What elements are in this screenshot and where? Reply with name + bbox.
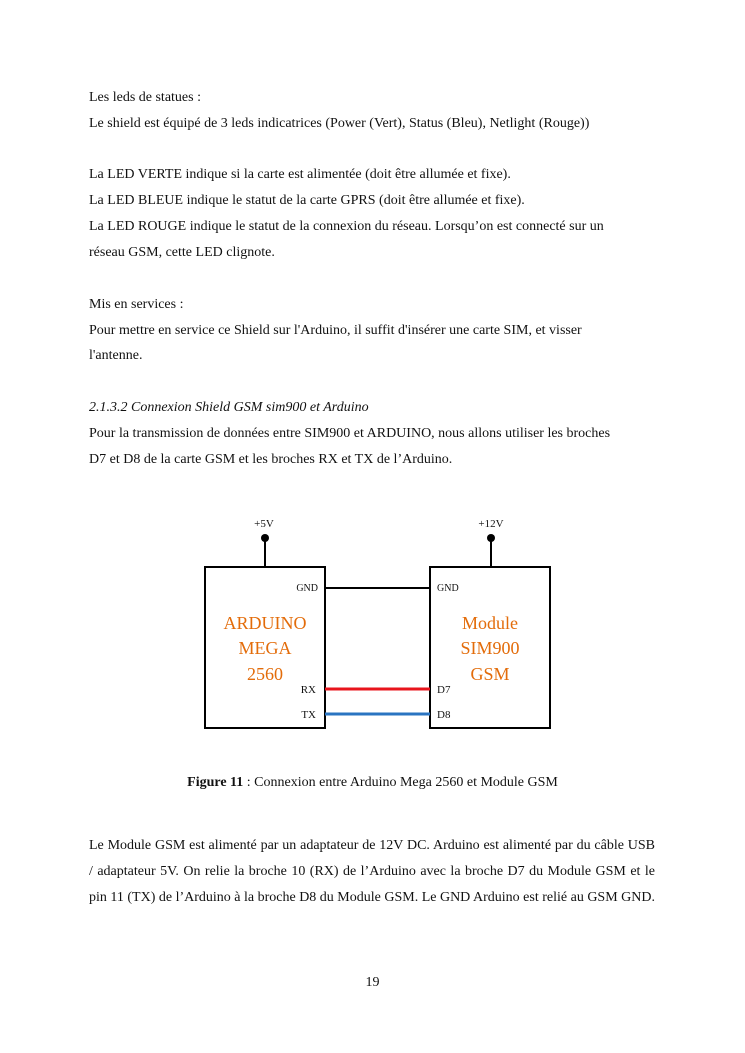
service-text-2: l'antenne. — [89, 348, 143, 363]
page-number: 19 — [365, 975, 380, 990]
left-supply-node — [261, 534, 269, 542]
arduino-tx-pin: TX — [301, 709, 316, 721]
gsm-d8-pin: D8 — [437, 709, 451, 721]
leds-title: Les leds de statues : — [89, 90, 201, 105]
led-blue-text: La LED BLEUE indique le statut de la carte GPRS (doit être allumée et fixe). — [89, 193, 525, 208]
right-supply-node — [487, 534, 495, 542]
gsm-d7-pin: D7 — [437, 684, 451, 696]
service-text-1: Pour mettre en service ce Shield sur l'Arduino, il suffit d'insérer une carte SIM, et visser — [89, 323, 582, 338]
led-red-text-2: réseau GSM, cette LED clignote. — [89, 245, 275, 260]
arduino-title-3: 2560 — [247, 664, 283, 684]
right-supply-label: +12V — [478, 518, 504, 530]
section-heading: 2.1.3.2 Connexion Shield GSM sim900 et Arduino — [89, 400, 369, 415]
body-paragraph: Le Module GSM est alimenté par un adaptateur de 12V DC. Arduino est alimenté par du câble USB / adaptateur 5V. On relie la broche 10 (RX) de l’Arduino avec la broche D7 du Module GSM et le pin 11 (TX) de l’Arduino à la broche D8 du Module GSM. Le GND Arduino est relié au GSM GND. — [89, 838, 655, 905]
arduino-title-1: ARDUINO — [223, 613, 307, 633]
gsm-title-3: GSM — [470, 664, 510, 684]
service-title: Mis en services : — [89, 297, 184, 312]
section-text-1: Pour la transmission de données entre SIM900 et ARDUINO, nous allons utiliser les broches — [89, 426, 611, 441]
gsm-title-2: SIM900 — [460, 638, 520, 658]
arduino-gnd-pin: GND — [296, 583, 318, 594]
leds-intro: Le shield est équipé de 3 leds indicatrices (Power (Vert), Status (Bleu), Netlight (Rouge)) — [89, 116, 590, 131]
arduino-title-2: MEGA — [238, 638, 292, 658]
led-red-text-1: La LED ROUGE indique le statut de la connexion du réseau. Lorsqu’on est connecté sur un — [89, 219, 604, 234]
figure-label: Figure 11 — [187, 775, 244, 790]
gsm-gnd-pin: GND — [437, 583, 459, 594]
section-text-2: D7 et D8 de la carte GSM et les broches RX et TX de l’Arduino. — [89, 452, 453, 467]
figure-caption-text: : Connexion entre Arduino Mega 2560 et Module GSM — [243, 775, 558, 790]
figure-caption — [0, 774, 745, 792]
left-supply-label: +5V — [254, 518, 274, 530]
led-green-text: La LED VERTE indique si la carte est alimentée (doit être allumée et fixe). — [89, 167, 511, 182]
connection-diagram — [0, 510, 745, 760]
gsm-title-1: Module — [462, 613, 518, 633]
arduino-rx-pin: RX — [300, 684, 316, 696]
